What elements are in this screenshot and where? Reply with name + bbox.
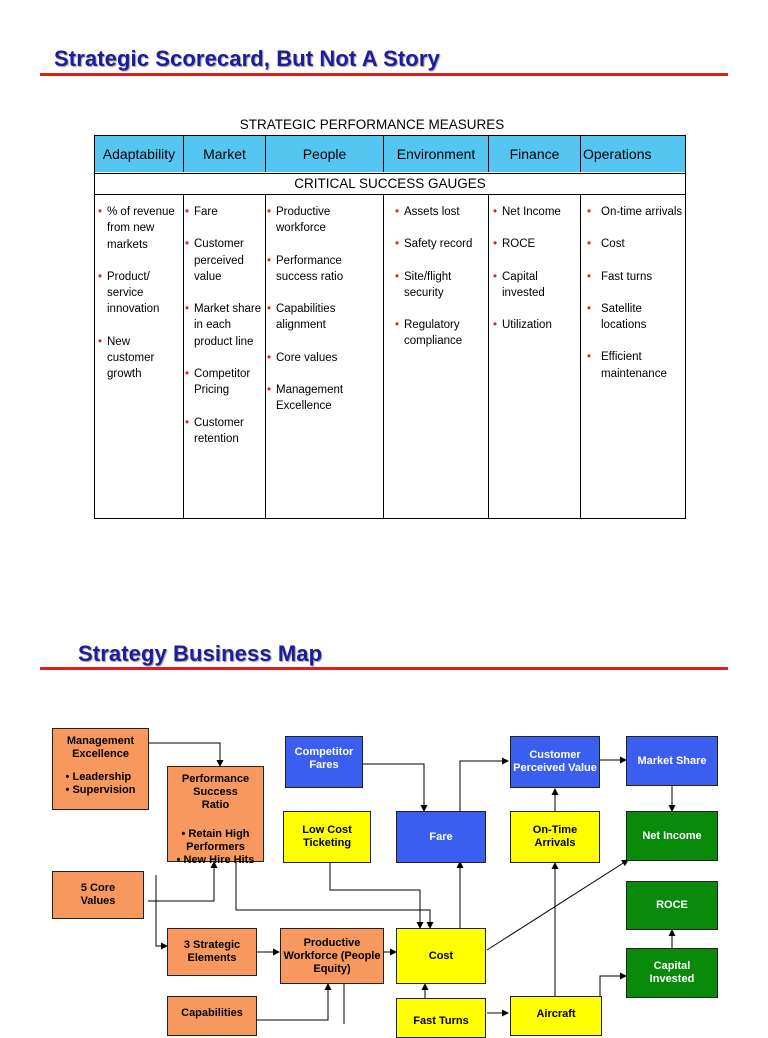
box-title: Productive Workforce (People Equity) xyxy=(283,936,381,975)
column-operations xyxy=(587,204,683,398)
list-item: • Capabilities alignment xyxy=(267,301,383,334)
list-item: • Productive workforce xyxy=(267,204,383,237)
gauges-title: CRITICAL SUCCESS GAUGES xyxy=(95,173,685,195)
column-adaptability xyxy=(98,204,180,399)
competitor-fares-box[interactable] xyxy=(285,736,363,788)
list-item: • Site/flight security xyxy=(395,269,485,302)
list-item: • Performance success ratio xyxy=(267,253,383,286)
customer-perceived-value-box[interactable] xyxy=(510,736,600,788)
box-bullets xyxy=(168,828,263,867)
header-market: Market xyxy=(184,136,266,172)
column-people xyxy=(267,204,383,431)
box-bullets xyxy=(66,771,136,797)
strategy-map xyxy=(0,700,768,1027)
column-finance xyxy=(493,204,577,349)
title-underline xyxy=(40,667,728,670)
list-item: • New customer growth xyxy=(98,334,180,383)
list-item: • Cost xyxy=(587,236,683,252)
list-item: • Customer perceived value xyxy=(185,236,263,285)
list-item: • Regulatory compliance xyxy=(395,317,485,350)
list-item: • Net Income xyxy=(493,204,577,220)
box-title: Net Income xyxy=(642,829,702,842)
header-finance: Finance xyxy=(489,136,581,172)
list-item: • New Hire Hits xyxy=(168,854,263,867)
header-operations: Operations xyxy=(581,136,685,172)
list-item: • % of revenue from new markets xyxy=(98,204,180,253)
box-title: Competitor Fares xyxy=(294,746,354,771)
column-environment xyxy=(395,204,485,366)
list-item: • ROCE xyxy=(493,236,577,252)
box-title: Customer Perceived Value xyxy=(513,749,597,774)
list-item: • Retain High Performers xyxy=(168,828,263,854)
column-divider xyxy=(580,195,581,518)
market-share-box[interactable] xyxy=(626,736,718,786)
list-item: • Leadership xyxy=(66,771,136,784)
list-item: • On-time arrivals xyxy=(587,204,683,220)
management-excellence-box[interactable] xyxy=(52,728,149,810)
cost-box[interactable] xyxy=(396,928,486,984)
aircraft-box[interactable] xyxy=(510,996,602,1036)
box-title: Performance Success Ratio xyxy=(181,773,250,811)
list-item: • Satellite locations xyxy=(587,301,683,334)
on-time-arrivals-box[interactable] xyxy=(510,811,600,863)
strategic-elements-box[interactable] xyxy=(167,928,257,976)
box-title: Fast Turns xyxy=(413,1015,469,1027)
low-cost-ticketing-box[interactable] xyxy=(283,811,371,863)
list-item: • Supervision xyxy=(66,784,136,797)
net-income-box[interactable] xyxy=(626,811,718,861)
box-title: Market Share xyxy=(637,754,707,767)
list-item: • Management Excellence xyxy=(267,382,383,415)
list-item: • Safety record xyxy=(395,236,485,252)
roce-box[interactable] xyxy=(626,881,718,930)
list-item: • Fast turns xyxy=(587,269,683,285)
column-divider xyxy=(265,195,266,518)
scorecard-table xyxy=(94,135,686,519)
title-underline xyxy=(40,73,728,76)
list-item: • Assets lost xyxy=(395,204,485,220)
capabilities-box[interactable] xyxy=(167,996,257,1036)
box-title: Aircraft xyxy=(536,1008,576,1020)
box-title: 5 Core Values xyxy=(80,882,116,907)
column-divider xyxy=(383,195,384,518)
column-divider xyxy=(183,195,184,518)
column-market xyxy=(185,204,263,463)
fast-turns-box[interactable] xyxy=(396,998,486,1038)
list-item: • Market share in each product line xyxy=(185,301,263,350)
list-item: • Competitor Pricing xyxy=(185,366,263,399)
box-title: Fare xyxy=(429,830,453,843)
map-title: Strategy Business Map xyxy=(78,641,323,666)
box-title: Capital Invested xyxy=(649,960,695,985)
box-title: ROCE xyxy=(656,899,688,911)
list-item: • Core values xyxy=(267,350,383,366)
list-item: • Fare xyxy=(185,204,263,220)
list-item: • Product/ service innovation xyxy=(98,269,180,318)
header-people: People xyxy=(266,136,384,172)
capital-invested-box[interactable] xyxy=(626,948,718,998)
core-values-box[interactable] xyxy=(52,871,144,919)
box-title: Cost xyxy=(428,949,454,962)
performance-success-ratio-box[interactable] xyxy=(167,766,264,866)
fare-box[interactable] xyxy=(396,811,486,863)
productive-workforce-box[interactable] xyxy=(280,928,384,984)
box-title: Capabilities xyxy=(181,1007,243,1019)
box-title: 3 Strategic Elements xyxy=(183,939,241,964)
list-item: • Efficient maintenance xyxy=(587,349,683,382)
list-item: • Capital invested xyxy=(493,269,577,302)
list-item: • Utilization xyxy=(493,317,577,333)
list-item: • Customer retention xyxy=(185,415,263,448)
box-title: On-Time Arrivals xyxy=(532,824,578,849)
measures-title: STRATEGIC PERFORMANCE MEASURES xyxy=(239,117,505,132)
header-adaptability: Adaptability xyxy=(95,136,184,172)
column-divider xyxy=(488,195,489,518)
box-title: Low Cost Ticketing xyxy=(302,824,352,849)
scorecard-title: Strategic Scorecard, But Not A Story xyxy=(54,46,440,71)
box-title: Management Excellence xyxy=(66,735,135,760)
header-environment: Environment xyxy=(384,136,489,172)
